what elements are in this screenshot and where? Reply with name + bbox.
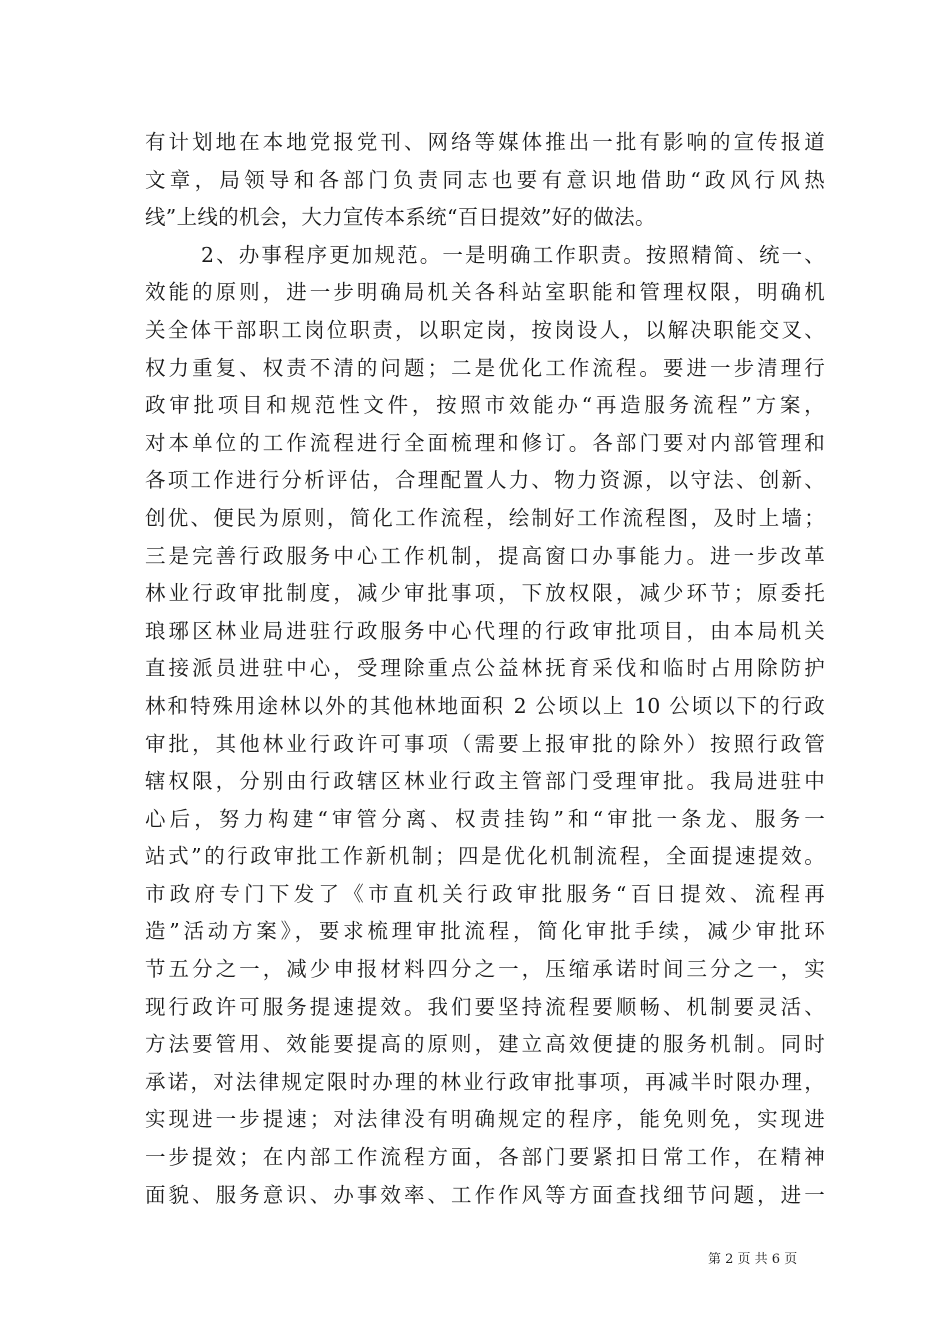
text-line: 创优、便民为原则，简化工作流程，绘制好工作流程图，及时上墙；	[145, 505, 825, 530]
text-line: 现行政许可服务提速提效。我们要坚持流程要顺畅、机制要灵活、	[145, 994, 825, 1019]
text-line: 关全体干部职工岗位职责，以职定岗，按岗设人，以解决职能交叉、	[145, 317, 825, 342]
text-line: 琅琊区林业局进驻行政服务中心代理的行政审批项目，由本局机关	[145, 618, 825, 643]
text-line: 面貌、服务意识、办事效率、工作作风等方面查找细节问题，进一	[145, 1182, 825, 1207]
text-line: 政审批项目和规范性文件，按照市效能办“再造服务流程”方案，	[145, 393, 825, 418]
text-line: 文章，局领导和各部门负责同志也要有意识地借助“政风行风热	[145, 167, 825, 192]
text-line: 审批，其他林业行政许可事项（需要上报审批的除外）按照行政管	[145, 731, 825, 756]
text-line: 对本单位的工作流程进行全面梳理和修订。各部门要对内部管理和	[145, 430, 825, 455]
text-line: 方法要管用、效能要提高的原则，建立高效便捷的服务机制。同时	[145, 1032, 825, 1057]
text-line: 直接派员进驻中心，受理除重点公益林抚育采伐和临时占用除防护	[145, 656, 825, 681]
text-line: 效能的原则，进一步明确局机关各科站室职能和管理权限，明确机	[145, 280, 825, 305]
text-line: 2、办事程序更加规范。一是明确工作职责。按照精简、统一、	[201, 242, 825, 267]
text-line: 权力重复、权责不清的问题；二是优化工作流程。要进一步清理行	[145, 355, 825, 380]
text-line: 线”上线的机会，大力宣传本系统“百日提效”好的做法。	[145, 205, 656, 230]
text-line: 林业行政审批制度，减少审批事项，下放权限，减少环节；原委托	[145, 581, 825, 606]
text-line: 心后，努力构建“审管分离、权责挂钩”和“审批一条龙、服务一	[145, 806, 825, 831]
text-line: 承诺，对法律规定限时办理的林业行政审批事项，再减半时限办理，	[145, 1069, 825, 1094]
text-line: 造”活动方案》，要求梳理审批流程，简化审批手续，减少审批环	[145, 919, 825, 944]
text-line: 林和特殊用途林以外的其他林地面积 2 公顷以上 10 公顷以下的行政	[145, 693, 825, 718]
body-text	[145, 124, 825, 1214]
text-line: 节五分之一，减少申报材料四分之一，压缩承诺时间三分之一，实	[145, 957, 825, 982]
text-line: 有计划地在本地党报党刊、网络等媒体推出一批有影响的宣传报道	[145, 130, 825, 154]
text-line: 站式”的行政审批工作新机制；四是优化机制流程，全面提速提效。	[145, 844, 825, 869]
page-number: 第 2 页 共 6 页	[708, 1252, 798, 1267]
text-line: 各项工作进行分析评估，合理配置人力、物力资源，以守法、创新、	[145, 468, 825, 493]
text-line: 一步提效；在内部工作流程方面，各部门要紧扣日常工作，在精神	[145, 1145, 825, 1170]
text-line: 三是完善行政服务中心工作机制，提高窗口办事能力。进一步改革	[145, 543, 825, 568]
text-line: 辖权限，分别由行政辖区林业行政主管部门受理审批。我局进驻中	[145, 769, 825, 794]
text-line: 市政府专门下发了《市直机关行政审批服务“百日提效、流程再	[145, 881, 825, 906]
text-line: 实现进一步提速；对法律没有明确规定的程序，能免则免，实现进	[145, 1107, 825, 1132]
